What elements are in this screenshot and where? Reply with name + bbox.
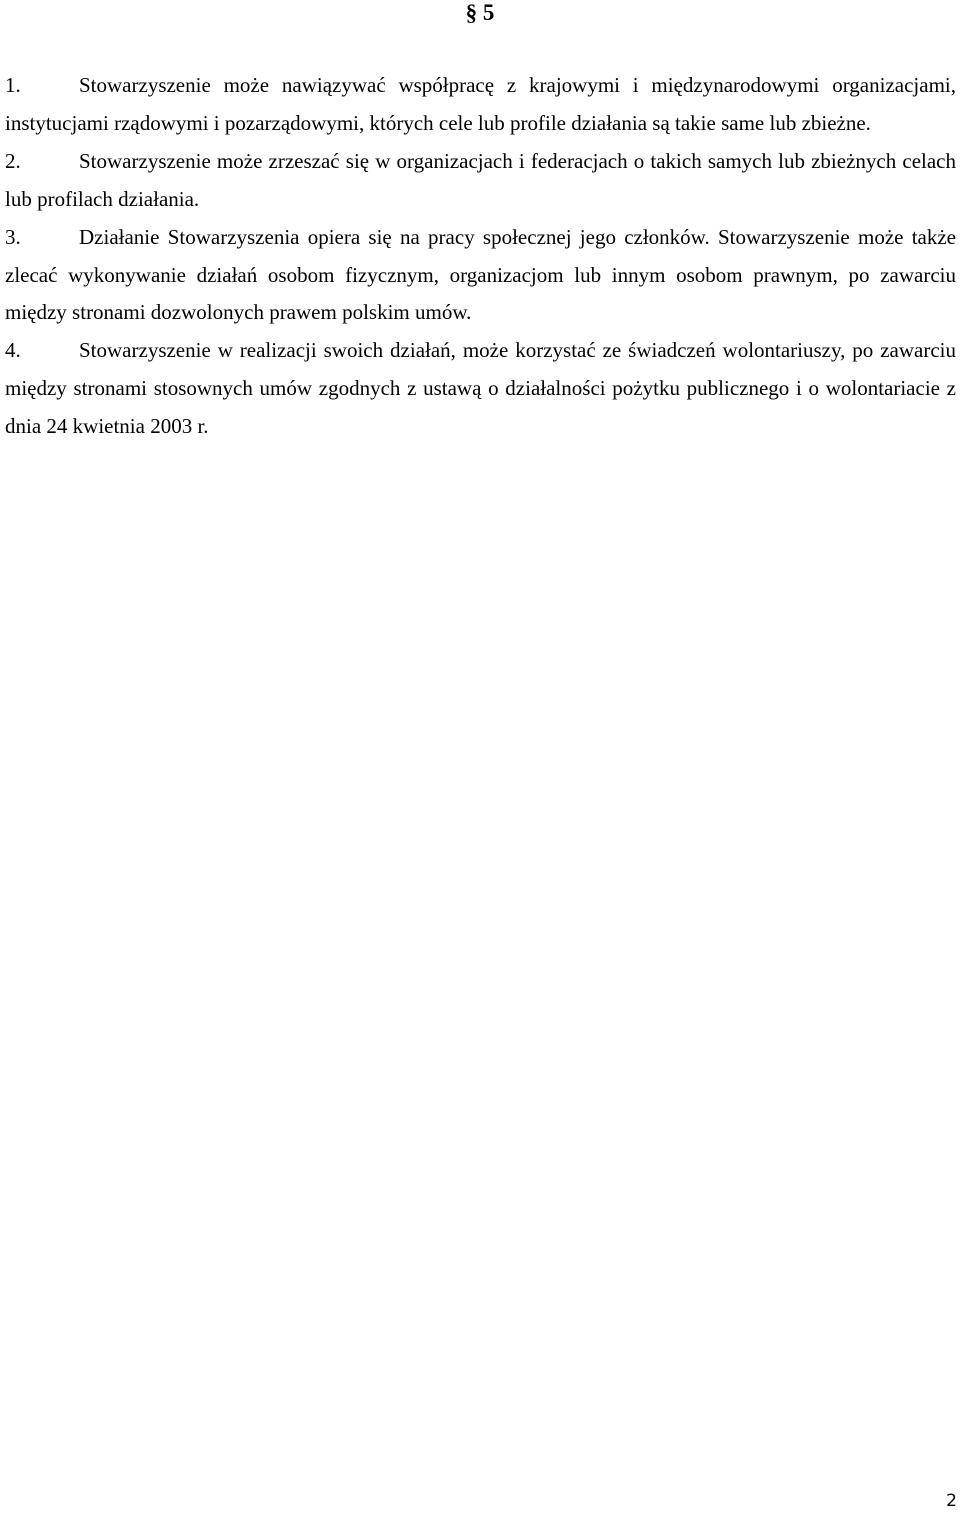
paragraph-1	[5, 67, 956, 143]
paragraph-text: Działanie Stowarzyszenia opiera się na pracy społecznej jego członków. Stowarzyszenie może także zlecać wykonywanie działań osobom fizycznym, organizacjom lub innym osobom prawnym, po zawarciu między stronami dozwolonych prawem polskim umów.	[5, 224, 956, 325]
paragraph-2	[5, 143, 956, 219]
paragraph-text: Stowarzyszenie może zrzeszać się w organizacjach i federacjach o takich samych lub zbieżnych celach lub profilach działania.	[5, 148, 956, 211]
paragraph-number: 3.	[5, 224, 21, 249]
document-body	[5, 67, 956, 446]
paragraph-number: 4.	[5, 338, 21, 363]
paragraph-4	[5, 332, 956, 446]
paragraph-text: Stowarzyszenie może nawiązywać współpracę z krajowymi i międzynarodowymi organizacjami, instytucjami rządowymi i pozarządowymi, których cele lub profile działania są takie same lub zbieżne.	[5, 73, 956, 135]
page-number: 2	[946, 1491, 957, 1511]
paragraph-number: 2.	[5, 148, 21, 173]
paragraph-text: Stowarzyszenie w realizacji swoich działań, może korzystać ze świadczeń wolontariuszy, po zawarciu między stronami stosownych umów zgodnych z ustawą o działalności pożytku publicznego i o wolontariacie z dnia 24 kwietnia 2003 r.	[5, 338, 956, 439]
paragraph-number: 1.	[5, 73, 21, 97]
paragraph-3	[5, 219, 956, 333]
section-heading: § 5	[465, 0, 495, 25]
